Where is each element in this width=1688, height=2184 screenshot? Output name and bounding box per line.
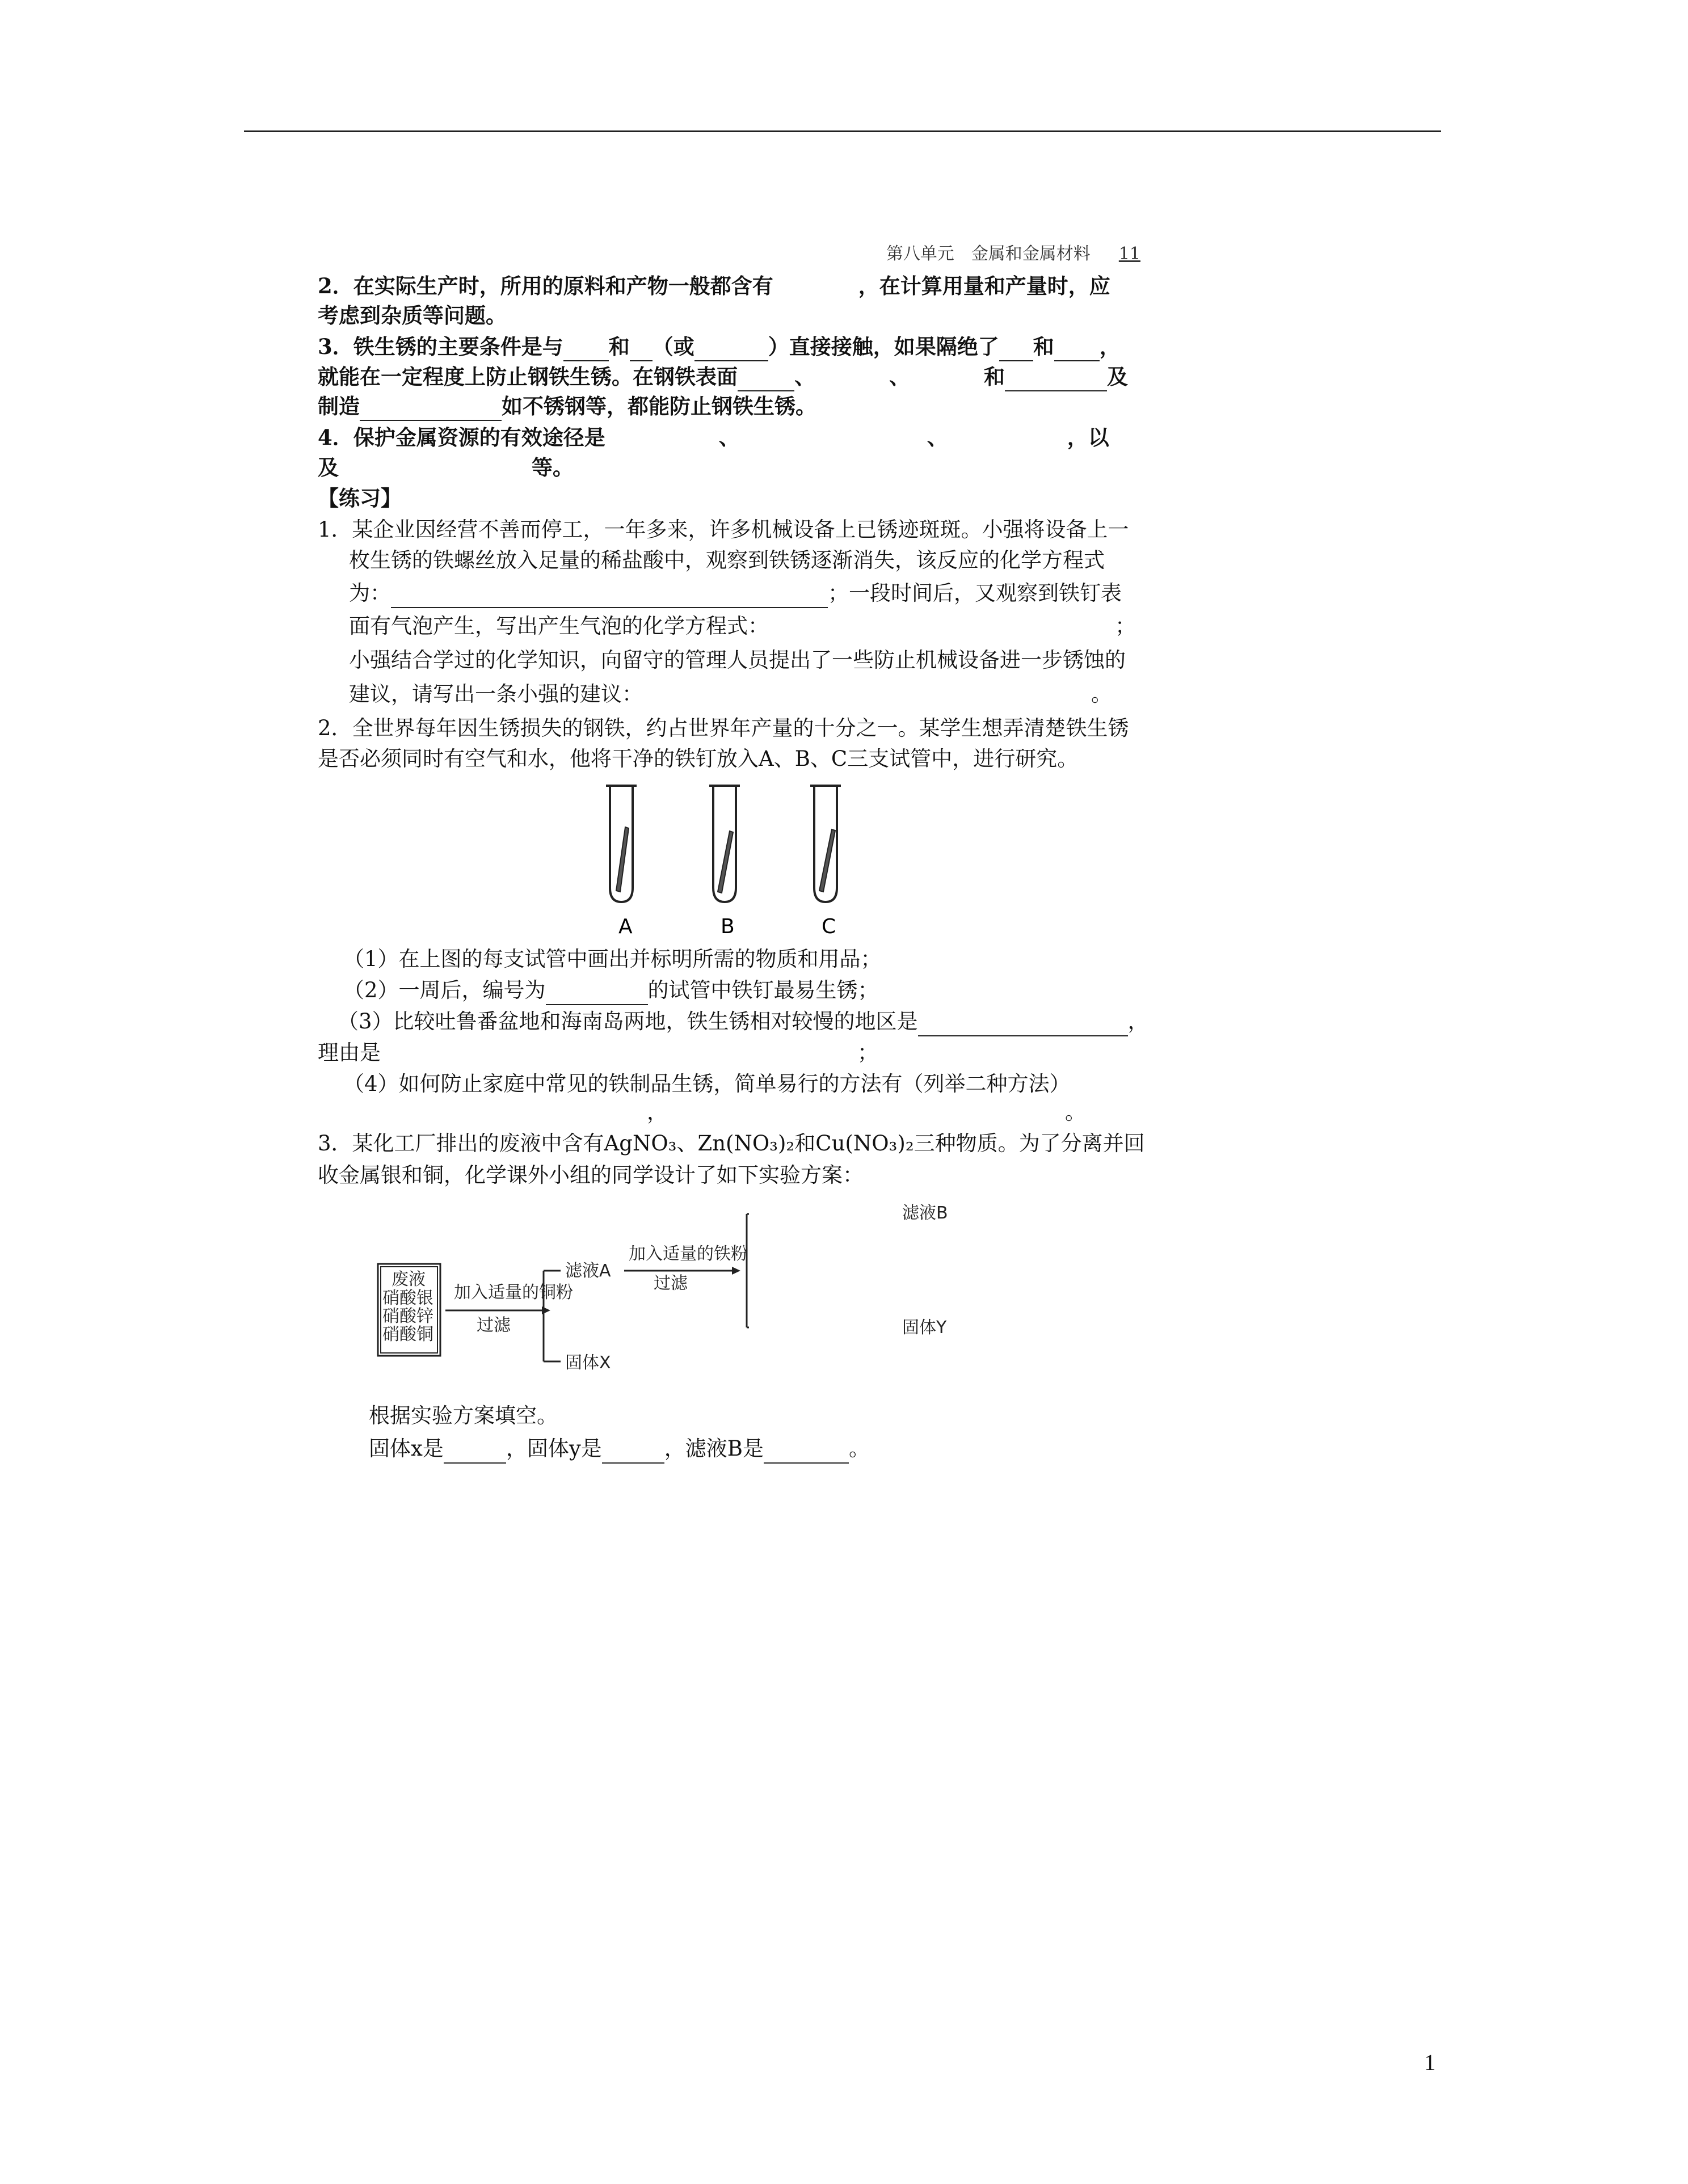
p2-text-s2b: 的试管中铁钉最易生锈； xyxy=(647,978,879,1002)
practice-heading: 【练习】 xyxy=(318,486,402,511)
fill-text-c: ，滤液B是 xyxy=(664,1436,764,1461)
q3-text-i: 、 xyxy=(889,364,910,389)
q4-text-f: 等。 xyxy=(532,455,574,480)
q2-line-2 xyxy=(318,301,507,330)
p1-line-4 xyxy=(349,612,1136,641)
step1-reagent: 加入适量的铜粉 xyxy=(454,1283,573,1302)
q2-text-c: 考虑到杂质等问题。 xyxy=(318,303,507,328)
q3-text-h: 、 xyxy=(794,364,815,389)
q2-text-a: 2．在实际生产时，所用的原料和产物一般都含有 xyxy=(318,273,773,298)
q3-blank-3[interactable] xyxy=(694,340,768,361)
chapter-header xyxy=(886,239,1140,264)
p2-text-s2a: （2）一周后，编号为 xyxy=(343,978,546,1002)
step2-reagent: 加入适量的铁粉 xyxy=(629,1244,748,1264)
fill-text-a: 固体x是 xyxy=(369,1436,444,1461)
p2-text-s3a: （3）比较吐鲁番盆地和海南岛两地，铁生锈相对较慢的地区是 xyxy=(338,1009,918,1034)
fill-text-d: 。 xyxy=(848,1436,870,1461)
p2-text-s3d: ； xyxy=(857,1040,878,1065)
q4-text-e: 及 xyxy=(318,455,339,480)
q4-text-c: 、 xyxy=(927,425,948,450)
filtrate-b-label: 滤液B xyxy=(902,1203,948,1223)
p1-line-5: 小强结合学过的化学知识，向留守的管理人员提出了一些防止机械设备进一步锈蚀的 xyxy=(349,648,1126,672)
q2-text-b: ，在计算用量和产量时，应 xyxy=(858,273,1110,298)
q3-blank-8[interactable] xyxy=(360,399,502,421)
p1-line-1: 1．某企业因经营不善而停工，一年多来，许多机械设备上已锈迹斑斑。小强将设备上一 xyxy=(318,517,1129,542)
p1-line-2: 枚生锈的铁螺丝放入足量的稀盐酸中，观察到铁锈逐渐消失，该反应的化学方程式 xyxy=(349,548,1105,572)
p2-blank-tube-number[interactable] xyxy=(546,984,648,1005)
q3-text-k: 及 xyxy=(1107,364,1128,389)
chapter-title: 第八单元 金属和金属材料 xyxy=(886,244,1091,264)
solid-x-blank[interactable] xyxy=(444,1442,506,1464)
p1-line-6 xyxy=(349,680,1112,709)
test-tube-b xyxy=(709,786,740,902)
box-label-copper-nitrate: 硝酸铜 xyxy=(382,1325,433,1344)
box-label-zinc-nitrate: 硝酸锌 xyxy=(382,1306,433,1326)
fill-answers xyxy=(369,1434,870,1464)
q4-text-d: ，以 xyxy=(1067,425,1109,450)
box-label-silver-nitrate: 硝酸银 xyxy=(382,1288,433,1308)
separation-flowchart xyxy=(374,1197,749,1390)
q3-text-d: ）直接接触，如果隔绝了 xyxy=(768,334,999,359)
fill-intro: 根据实验方案填空。 xyxy=(369,1403,558,1428)
q3-text-f: ， xyxy=(1099,334,1121,359)
p1-text-f1: 建议，请写出一条小强的建议： xyxy=(349,682,643,706)
q4-text-b: 、 xyxy=(718,425,740,450)
top-rule xyxy=(244,130,1441,132)
test-tubes-figure xyxy=(601,783,896,942)
p2-text-s3b: ， xyxy=(1127,1009,1149,1034)
q3-text-m: 如不锈钢等，都能防止钢铁生锈。 xyxy=(502,394,816,419)
page-number: 1 xyxy=(1424,2050,1436,2075)
filtrate-a-label: 滤液A xyxy=(565,1261,611,1281)
tube-label-b: B xyxy=(721,915,735,938)
test-tube-c xyxy=(810,786,841,902)
filtrate-b-blank[interactable] xyxy=(764,1442,849,1464)
fill-text-b: ，固体y是 xyxy=(506,1436,602,1461)
p1-text-c2: ；一段时间后，又观察到铁钉表 xyxy=(828,581,1122,605)
p2-sub-3 xyxy=(338,1007,1149,1036)
p2-sub-4: （4）如何防止家庭中常见的铁制品生锈，简单易行的方法有（列举二种方法） xyxy=(343,1072,1071,1096)
tube-label-a: A xyxy=(618,915,633,938)
p1-text-f2: 。 xyxy=(1091,682,1112,706)
q3-blank-6[interactable] xyxy=(738,370,794,391)
p3-line-1: 3．某化工厂排出的废液中含有AgNO₃、Zn(NO₃)₂和Cu(NO₃)₂三种物质。为了分离并回 xyxy=(318,1131,1145,1156)
chapter-page-number: 11 xyxy=(1118,244,1140,264)
p2-sub-1: （1）在上图的每支试管中画出并标明所需的物质和用品； xyxy=(343,947,882,971)
p1-line-3 xyxy=(349,579,1122,608)
p2-sub-2 xyxy=(343,976,879,1005)
p2-text-s4b: ， xyxy=(647,1100,668,1124)
q3-text-e: 和 xyxy=(1033,334,1054,359)
p3-line-2: 收金属银和铜，化学课外小组的同学设计了如下实验方案： xyxy=(318,1163,864,1187)
p2-line-2: 是否必须同时有空气和水，他将干净的铁钉放入A、B、C三支试管中，进行研究。 xyxy=(318,747,1079,771)
q4-line-1 xyxy=(318,423,1109,452)
box-label-waste: 废液 xyxy=(392,1270,426,1289)
q3-text-c: （或 xyxy=(652,334,694,359)
p2-sub-3-reason xyxy=(318,1038,878,1068)
p1-text-c1: 为： xyxy=(349,581,391,605)
q3-text-a: 3．铁生锈的主要条件是与 xyxy=(318,334,563,359)
flowchart-outputs xyxy=(896,1191,1004,1339)
p2-sub-4-answers xyxy=(318,1098,1086,1127)
q3-text-j: 和 xyxy=(984,364,1005,389)
test-tube-a xyxy=(606,786,637,902)
p2-line-1: 2．全世界每年因生锈损失的钢铁，约占世界年产量的十分之一。某学生想弄清楚铁生锈 xyxy=(318,716,1129,740)
solid-y-blank[interactable] xyxy=(602,1442,664,1464)
solid-x-label: 固体X xyxy=(565,1353,611,1373)
p2-text-s4c: 。 xyxy=(1065,1100,1086,1124)
q3-line-3 xyxy=(318,391,816,421)
q4-text-a: 4．保护金属资源的有效途径是 xyxy=(318,425,605,450)
q3-blank-5[interactable] xyxy=(1054,340,1100,361)
step1-operation: 过滤 xyxy=(477,1316,511,1335)
q3-blank-7[interactable] xyxy=(1005,370,1107,391)
p2-text-s3c: 理由是 xyxy=(318,1040,381,1065)
q3-line-1 xyxy=(318,332,1121,361)
solid-y-label: 固体Y xyxy=(902,1318,947,1338)
tube-label-c: C xyxy=(822,915,836,938)
p2-blank-region[interactable] xyxy=(918,1015,1128,1036)
q3-text-l: 制造 xyxy=(318,394,360,419)
scanned-worksheet xyxy=(318,233,1149,1475)
q3-blank-4[interactable] xyxy=(999,340,1033,361)
p1-blank-equation-1[interactable] xyxy=(391,587,828,608)
step2-operation: 过滤 xyxy=(654,1274,688,1293)
q2-line-1 xyxy=(318,271,1110,301)
q3-text-b: 和 xyxy=(608,334,630,359)
q4-line-2 xyxy=(318,453,574,482)
q3-blank-2[interactable] xyxy=(630,340,653,361)
p1-text-d2: ； xyxy=(1115,614,1136,638)
q3-line-2 xyxy=(318,362,1128,391)
q3-text-g: 就能在一定程度上防止钢铁生锈。在钢铁表面 xyxy=(318,364,738,389)
q3-blank-1[interactable] xyxy=(563,340,609,361)
p1-text-d1: 面有气泡产生，写出产生气泡的化学方程式： xyxy=(349,614,769,638)
